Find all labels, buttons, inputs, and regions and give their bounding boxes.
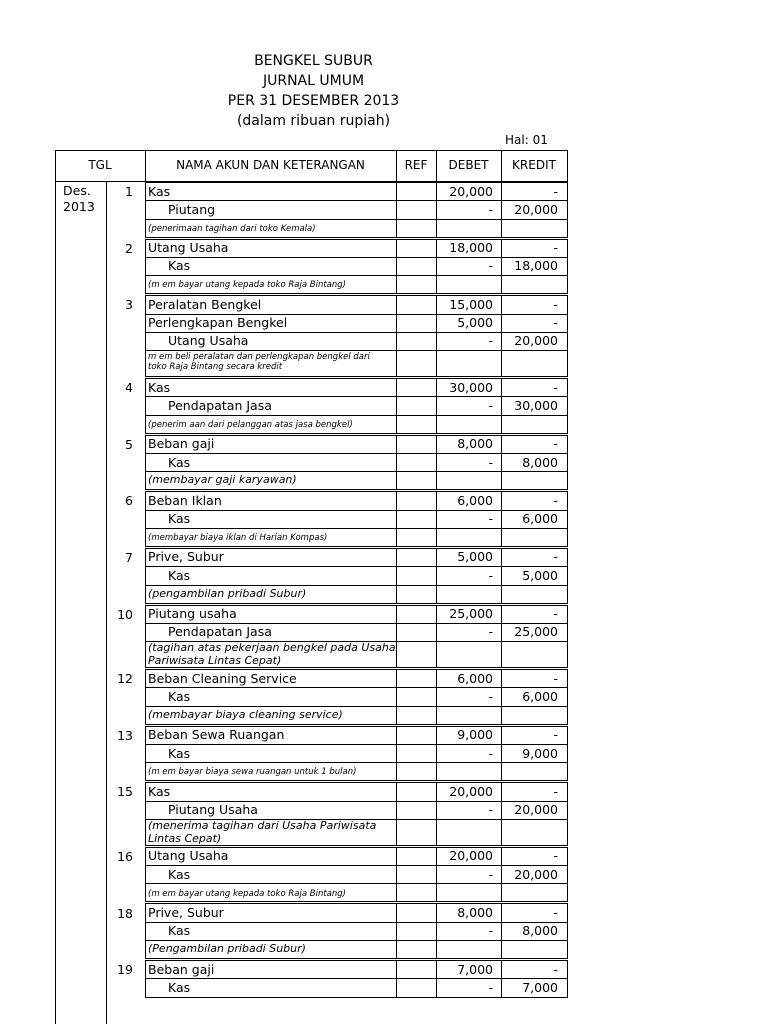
debit-amount: 25,000 [449, 606, 493, 621]
credit-amount: - [553, 670, 558, 686]
col-line [145, 378, 146, 433]
col-line [396, 548, 397, 603]
col-line [396, 847, 397, 902]
debit-amount: - [488, 397, 493, 413]
account-name: Kas [168, 567, 191, 583]
col-header-nama: NAMA AKUN DAN KETERANGAN [176, 158, 365, 172]
col-line [396, 378, 397, 433]
credit-amount: - [553, 492, 558, 508]
account-name: Piutang [168, 201, 216, 217]
entry-date: 4 [125, 380, 133, 396]
col-line [501, 726, 502, 781]
row-line [145, 724, 568, 725]
debit-amount: - [488, 866, 493, 882]
entry-date: 7 [125, 549, 133, 565]
col-line [567, 960, 568, 997]
entry-note: m em beli peralatan dan perlengkapan bengkel dari [148, 352, 370, 363]
col-line [567, 605, 568, 668]
col-line [501, 782, 502, 845]
debit-amount: 20,000 [449, 848, 493, 864]
row-line [145, 376, 568, 377]
entry-note: (pengambilan pribadi Subur) [148, 586, 307, 600]
account-name: Kas [148, 783, 171, 799]
col-line [567, 847, 568, 902]
account-name: Kas [168, 258, 191, 274]
credit-amount: - [553, 296, 558, 312]
credit-amount: 20,000 [514, 866, 558, 882]
col-header-ref: REF [404, 158, 428, 172]
account-name: Kas [168, 688, 191, 704]
col-line [501, 669, 502, 724]
col-line [145, 782, 146, 845]
account-name: Kas [168, 454, 191, 470]
account-name: Beban gaji [148, 961, 215, 977]
account-name: Perlengkapan Bengkel [148, 315, 288, 330]
account-name: Beban Cleaning Service [148, 670, 297, 686]
debit-amount: - [488, 567, 493, 583]
entry-note-cont: toko Raja Bintang secara kredit [148, 362, 283, 373]
debit-amount: - [488, 333, 493, 349]
row-line [145, 997, 568, 998]
account-name: Utang Usaha [148, 848, 229, 864]
entry-date: 18 [117, 905, 133, 921]
debit-amount: 18,000 [449, 240, 493, 256]
credit-amount: 6,000 [522, 688, 558, 704]
col-line [145, 548, 146, 603]
account-name: Kas [148, 379, 171, 395]
header-col-line [567, 150, 568, 181]
row-line [145, 433, 568, 434]
col-line [145, 903, 146, 958]
row-line [145, 546, 568, 547]
entry-note-cont: Pariwisata Lintas Cepat) [148, 654, 282, 668]
account-name: Prive, Subur [148, 549, 224, 565]
col-line [396, 960, 397, 997]
page-number: Hal: 01 [505, 133, 548, 147]
debit-amount: 9,000 [457, 727, 493, 743]
debit-amount: - [488, 745, 493, 761]
col-line [567, 435, 568, 490]
col-line [396, 726, 397, 781]
col-line [567, 903, 568, 958]
col-line [396, 903, 397, 958]
debit-amount: - [488, 688, 493, 704]
debit-amount: - [488, 511, 493, 527]
account-name: Pendapatan Jasa [168, 624, 272, 640]
debit-amount: 6,000 [457, 492, 493, 508]
credit-amount: - [553, 606, 558, 621]
col-line [501, 903, 502, 958]
left-border [55, 182, 56, 1024]
entry-note: (m em bayar utang kepada toko Raja Bintang) [148, 280, 346, 291]
account-name: Kas [148, 183, 171, 199]
col-line [567, 726, 568, 781]
col-line [145, 726, 146, 781]
entry-date: 2 [125, 240, 133, 256]
entry-note: (membayar biaya iklan di Harian Kompas) [148, 532, 328, 543]
account-name: Beban Iklan [148, 492, 222, 508]
account-name: Piutang usaha [148, 606, 237, 621]
entry-note: (Pengambilan pribadi Subur) [148, 942, 306, 956]
credit-amount: 20,000 [514, 333, 558, 349]
col-line [567, 548, 568, 603]
entry-date: 12 [117, 671, 133, 687]
debit-amount: 20,000 [449, 783, 493, 799]
entry-note: (membayar biaya cleaning service) [148, 707, 343, 721]
entry-note: (penerim aan dari pelanggan atas jasa bengkel) [148, 419, 353, 430]
col-line [396, 295, 397, 376]
col-line [396, 239, 397, 294]
col-line [501, 491, 502, 546]
col-line [396, 669, 397, 724]
entry-date: 5 [125, 436, 133, 452]
col-line [145, 669, 146, 724]
debit-amount: 5,000 [457, 315, 493, 330]
year-label: 2013 [63, 199, 95, 214]
col-line [501, 435, 502, 490]
debit-amount: - [488, 923, 493, 939]
col-line [145, 295, 146, 376]
col-line [501, 239, 502, 294]
entry-note: (membayar gaji karyawan) [148, 473, 297, 487]
col-line [501, 847, 502, 902]
row-line [145, 489, 568, 490]
account-name: Kas [168, 745, 191, 761]
debit-amount: - [488, 201, 493, 217]
debit-amount: 30,000 [449, 379, 493, 395]
credit-amount: 8,000 [522, 454, 558, 470]
row-line [145, 780, 568, 781]
account-name: Piutang Usaha [168, 802, 258, 818]
entry-date: 6 [125, 493, 133, 509]
col-line [145, 847, 146, 902]
col-line [396, 782, 397, 845]
col-line [501, 960, 502, 997]
col-line [567, 239, 568, 294]
row-line [145, 528, 568, 529]
debit-amount: 5,000 [457, 549, 493, 565]
entry-date: 10 [117, 606, 133, 622]
entry-note: (m em bayar biaya sewa ruangan untuk 1 bulan) [148, 767, 357, 778]
col-line [567, 295, 568, 376]
period-title: PER 31 DESEMBER 2013 [227, 93, 400, 109]
col-line [567, 182, 568, 237]
credit-amount: 20,000 [514, 802, 558, 818]
credit-amount: 20,000 [514, 201, 558, 217]
entry-date: 13 [117, 727, 133, 743]
col-line [501, 378, 502, 433]
account-name: Kas [168, 866, 191, 882]
col-line [145, 435, 146, 490]
credit-amount: - [553, 240, 558, 256]
company-name: BENGKEL SUBUR [254, 53, 373, 69]
col-line [567, 378, 568, 433]
debit-amount: - [488, 624, 493, 640]
credit-amount: - [553, 848, 558, 864]
row-line [145, 293, 568, 294]
debit-amount: - [488, 979, 493, 995]
account-name: Utang Usaha [168, 333, 249, 349]
debit-amount: 6,000 [457, 670, 493, 686]
journal-title: JURNAL UMUM [262, 73, 365, 89]
credit-amount: 9,000 [522, 745, 558, 761]
debit-amount: - [488, 258, 493, 274]
entry-date: 16 [117, 848, 133, 864]
col-line [145, 239, 146, 294]
row-line [145, 219, 568, 220]
col-line [501, 182, 502, 237]
debit-amount: 8,000 [457, 905, 493, 920]
col-header-tgl: TGL [88, 158, 112, 172]
debit-amount: - [488, 454, 493, 470]
col-line [501, 548, 502, 603]
entry-date: 15 [117, 784, 133, 800]
debit-amount: 7,000 [457, 961, 493, 977]
col-header-debet: DEBET [448, 158, 489, 172]
credit-amount: - [553, 379, 558, 395]
row-line [145, 415, 568, 416]
entry-date: 1 [125, 184, 133, 199]
col-line [145, 605, 146, 668]
credit-amount: - [553, 727, 558, 743]
debit-amount: 15,000 [449, 296, 493, 312]
row-line [145, 901, 568, 902]
credit-amount: 5,000 [522, 567, 558, 583]
account-name: Kas [168, 923, 191, 939]
debit-amount: 20,000 [449, 183, 493, 199]
col-line [396, 605, 397, 668]
account-name: Peralatan Bengkel [148, 296, 262, 312]
row-line [145, 603, 568, 604]
row-line [145, 237, 568, 238]
entry-date: 19 [117, 962, 133, 978]
col-line [145, 491, 146, 546]
credit-amount: - [553, 961, 558, 977]
account-name: Pendapatan Jasa [168, 397, 272, 413]
col-line [567, 782, 568, 845]
credit-amount: - [553, 783, 558, 799]
account-name: Beban Sewa Ruangan [148, 727, 285, 743]
credit-amount: - [553, 905, 558, 920]
col-line [396, 182, 397, 237]
entry-note: (m em bayar utang kepada toko Raja Bintang) [148, 888, 346, 899]
entry-note: (menerima tagihan dari Usaha Pariwisata [148, 818, 377, 832]
col-line [567, 491, 568, 546]
credit-amount: 25,000 [514, 624, 558, 640]
row-line [145, 958, 568, 959]
debit-amount: - [488, 802, 493, 818]
credit-amount: 18,000 [514, 258, 558, 274]
entry-note-cont: Lintas Cepat) [148, 831, 222, 845]
account-name: Prive, Subur [148, 905, 224, 920]
entry-date: 3 [125, 297, 133, 313]
credit-amount: - [553, 436, 558, 452]
col-line [145, 182, 146, 237]
col-line [501, 605, 502, 668]
col-line [567, 669, 568, 724]
account-name: Utang Usaha [148, 240, 229, 256]
col-line [145, 960, 146, 997]
debit-amount: 8,000 [457, 436, 493, 452]
col-line [396, 435, 397, 490]
account-name: Beban gaji [148, 436, 215, 452]
col-line [501, 295, 502, 376]
credit-amount: 30,000 [514, 397, 558, 413]
unit-subtitle: (dalam ribuan rupiah) [236, 113, 391, 129]
credit-amount: - [553, 549, 558, 565]
credit-amount: 6,000 [522, 511, 558, 527]
credit-amount: - [553, 315, 558, 330]
account-name: Kas [168, 511, 191, 527]
credit-amount: - [553, 183, 558, 199]
month-label: Des. [63, 183, 91, 198]
entry-note: (penerimaan tagihan dari toko Kemala) [148, 223, 316, 234]
credit-amount: 8,000 [522, 923, 558, 939]
entry-note: (tagihan atas pekerjaan bengkel pada Usaha [148, 641, 396, 655]
credit-amount: 7,000 [522, 979, 558, 995]
account-name: Kas [168, 979, 191, 995]
col-line [396, 491, 397, 546]
col-header-kredit: KREDIT [512, 158, 556, 172]
